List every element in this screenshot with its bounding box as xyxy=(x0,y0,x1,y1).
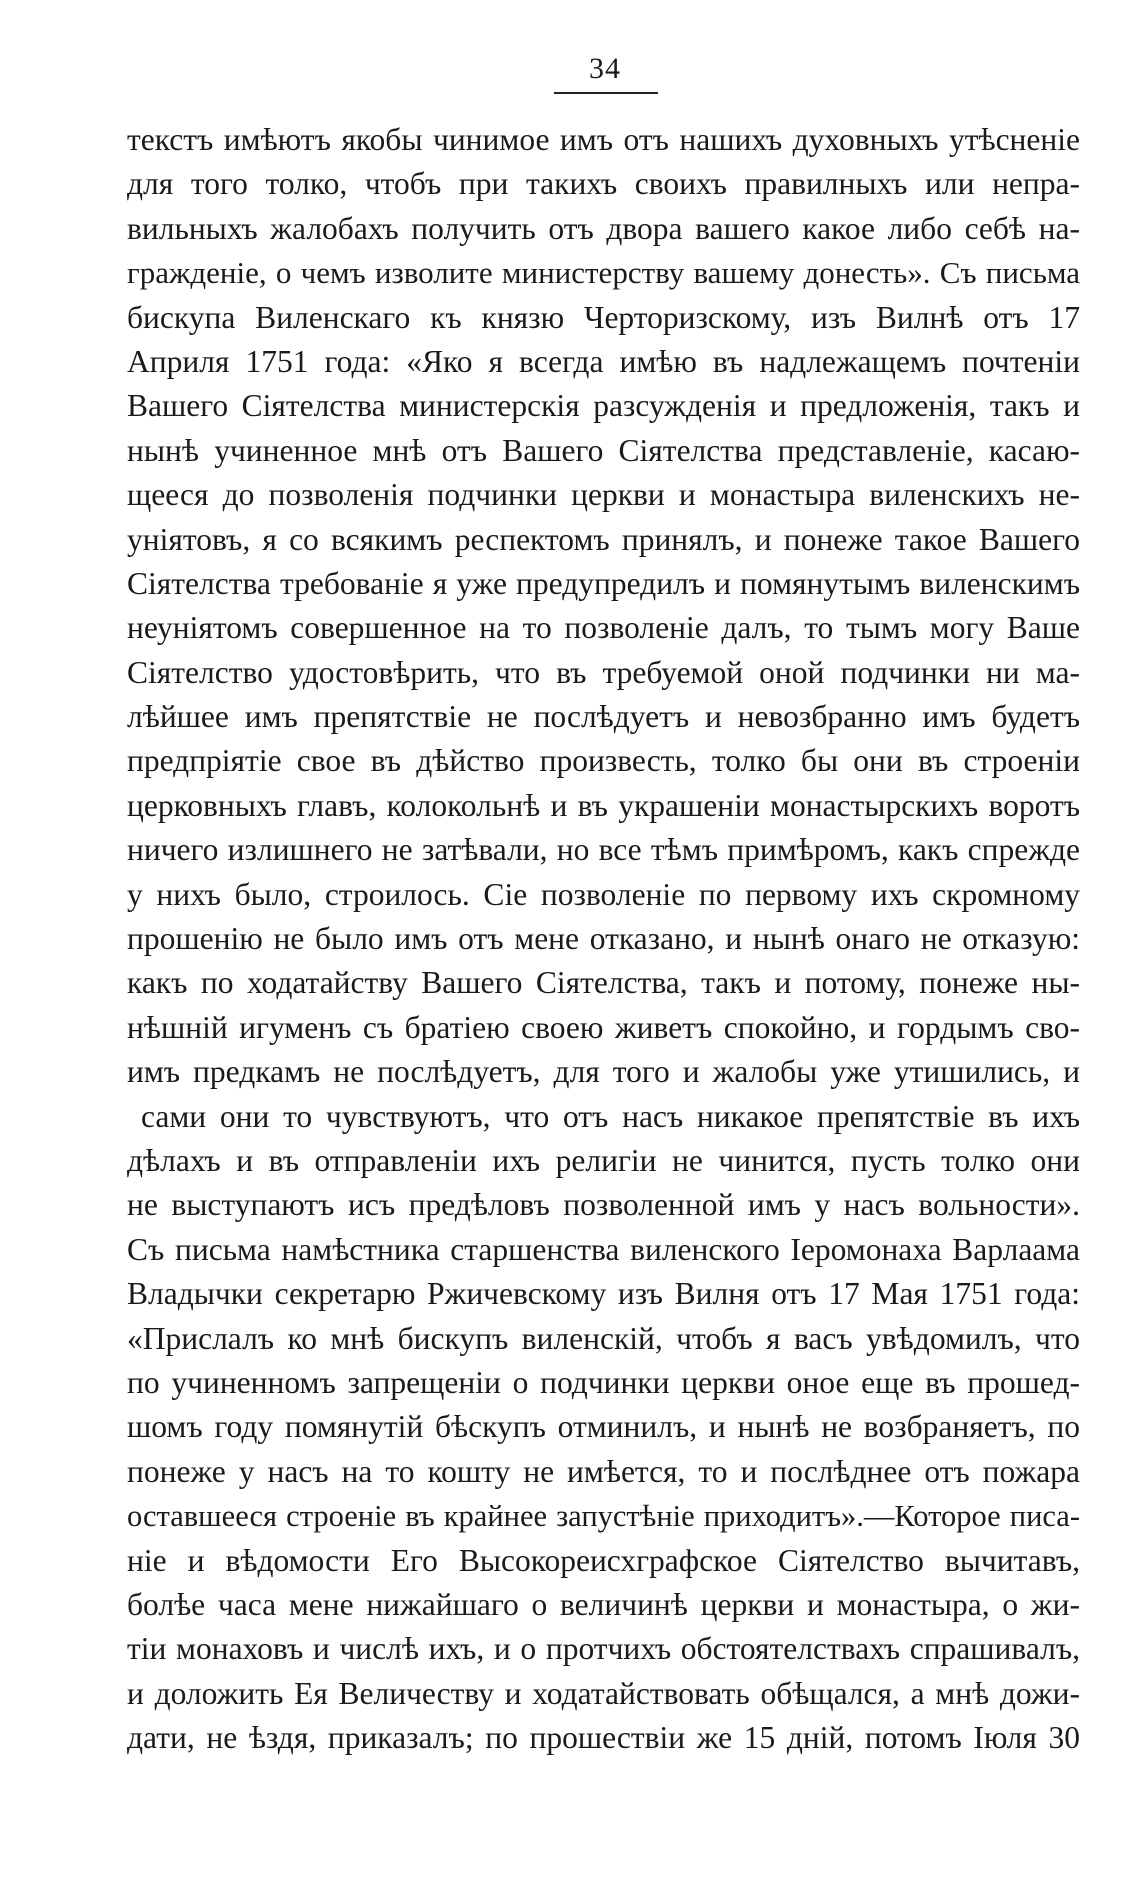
text-line: по учиненномъ запрещеніи о подчинки церкви оное еще въ прошед- xyxy=(127,1364,1080,1400)
text-line: нѣшній игуменъ съ братіею своею живетъ спокойно, и гордымъ сво- xyxy=(127,1009,1080,1045)
page-number-underline xyxy=(554,92,658,94)
text-line: бискупа Виленскаго къ князю Черторизскому, изъ Вилнѣ отъ 17 xyxy=(127,299,1080,335)
text-line: у нихъ было, строилось. Сіе позволеніе по первому ихъ скромному xyxy=(127,876,1080,912)
text-line: «Прислалъ ко мнѣ бискупъ виленскій, чтобъ я васъ увѣдомилъ, что xyxy=(127,1320,1080,1356)
text-line: гражденіе, о чемъ изволите министерству вашему донесть». Съ письма xyxy=(127,255,1080,291)
text-line: уніятовъ, я со всякимъ респектомъ принялъ, и понеже такое Вашего xyxy=(127,521,1080,557)
text-line: Съ письма намѣстника старшенства виленского Іеромонаха Варлаама xyxy=(127,1231,1080,1267)
text-line: для того толко, чтобъ при такихъ своихъ правилныхъ или непра- xyxy=(127,166,1080,202)
text-line: нынѣ учиненное мнѣ отъ Вашего Сіятелства представленіе, касаю- xyxy=(127,432,1080,468)
text-line: ничего излишнего не затѣвали, но все тѣмъ примѣромъ, какъ спрежде xyxy=(127,832,1080,868)
text-line: Априля 1751 года: «Яко я всегда имѣю въ надлежащемъ почтеніи xyxy=(127,343,1080,379)
text-line: сами они то чувствуютъ, что отъ насъ никакое препятствіе въ ихъ xyxy=(141,1098,1080,1134)
text-line: лѣйшее имъ препятствіе не послѣдуетъ и невозбранно имъ будетъ xyxy=(127,699,1080,735)
page-number: 34 xyxy=(589,52,621,85)
text-line: понеже у насъ на то кошту не имѣется, то и послѣднее отъ пожара xyxy=(127,1453,1080,1489)
text-line: неуніятомъ совершенное на то позволеніе далъ, то тымъ могу Ваше xyxy=(127,610,1080,646)
text-line: дати, не ѣздя, приказалъ; по прошествіи же 15 дній, потомъ Іюля 30 xyxy=(127,1720,1080,1756)
text-line: церковныхъ главъ, колокольнѣ и въ украшеніи монастырскихъ воротъ xyxy=(127,787,1080,823)
text-line: ніе и вѣдомости Его Высокореисхграфское Сіятелство вычитавъ, xyxy=(127,1542,1080,1578)
text-line: имъ предкамъ не послѣдуетъ, для того и жалобы уже утишились, и xyxy=(127,1054,1080,1090)
text-line: Вашего Сіятелства министерскія разсужденія и предложенія, такъ и xyxy=(127,388,1080,424)
text-line: дѣлахъ и въ отправленіи ихъ религіи не чинится, пусть толко они xyxy=(127,1142,1080,1178)
text-line: оставшееся строеніе въ крайнее запустѣніе приходитъ».—Которое писа- xyxy=(127,1499,1080,1534)
text-line: тіи монаховъ и числѣ ихъ, и о протчихъ обстоятелствахъ спрашивалъ, xyxy=(127,1631,1080,1667)
text-line: какъ по ходатайству Вашего Сіятелства, такъ и потому, понеже ны- xyxy=(127,965,1080,1001)
text-line: Сіятелства требованіе я уже предупредилъ и помянутымъ виленскимъ xyxy=(127,565,1080,601)
text-line: прошенію не было имъ отъ мене отказано, и нынѣ онаго не отказую: xyxy=(127,921,1080,957)
text-line: вильныхъ жалобахъ получить отъ двора вашего какое либо себѣ на- xyxy=(127,210,1080,246)
text-line: предпріятіе свое въ дѣйство произвесть, толко бы они въ строеніи xyxy=(127,743,1080,779)
body-text xyxy=(127,118,1080,1760)
text-line: текстъ имѣютъ якобы чинимое имъ отъ нашихъ духовныхъ утѣсненіе xyxy=(127,122,1080,157)
text-line: и доложить Ея Величеству и ходатайствовать обѣщался, а мнѣ дожи- xyxy=(127,1675,1080,1711)
text-line: Сіятелство удостовѣрить, что въ требуемой оной подчинки ни ма- xyxy=(127,654,1080,690)
text-line: щееся до позволенія подчинки церкви и монастыра виленскихъ не- xyxy=(127,477,1080,513)
text-line: Владычки секретарю Ржичевскому изъ Вилня отъ 17 Мая 1751 года: xyxy=(127,1276,1080,1312)
text-line: не выступаютъ исъ предѣловъ позволенной имъ у насъ вольности». xyxy=(127,1187,1080,1223)
text-line: болѣе часа мене нижайшаго о величинѣ церкви и монастыра, о жи- xyxy=(127,1586,1080,1622)
text-line: шомъ году помянутій бѣскупъ отминилъ, и нынѣ не возбраняетъ, по xyxy=(127,1409,1080,1445)
